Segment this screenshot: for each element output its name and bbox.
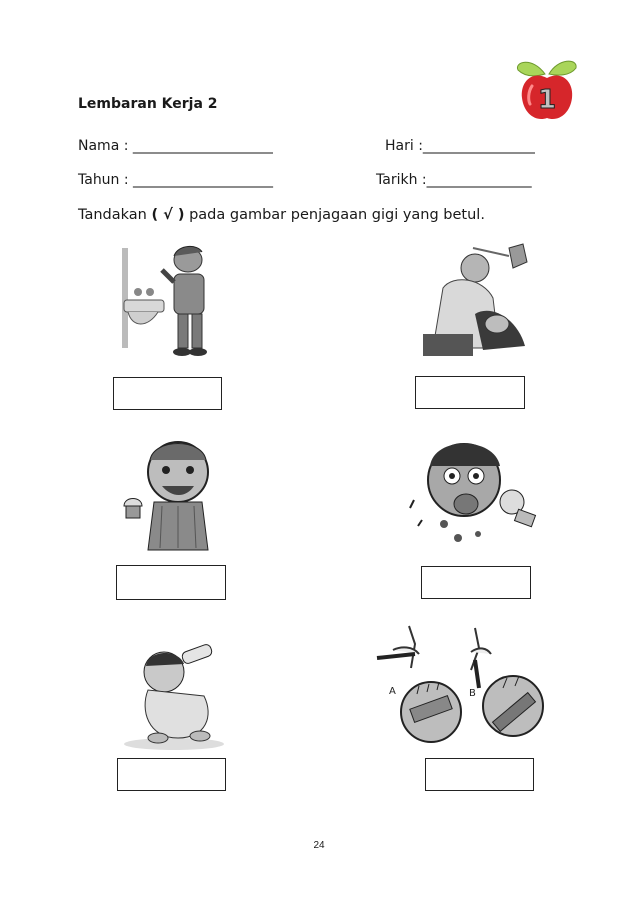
diagram-label-a: A: [389, 686, 396, 697]
instruction: [78, 207, 485, 223]
instruction-after: pada gambar penjagaan gigi yang betul.: [184, 207, 485, 223]
logo-number: 1: [537, 85, 557, 115]
brushing-diagram-picture: [375, 624, 550, 749]
answer-box-4[interactable]: [421, 566, 531, 599]
answer-box-1[interactable]: [113, 377, 222, 410]
baby-bottle-picture: [118, 626, 228, 751]
eating-candy-picture: [408, 430, 548, 555]
brushing-teeth-picture: [118, 240, 218, 365]
page-number: 24: [313, 840, 325, 851]
eating-cupcake-picture: [118, 432, 238, 557]
diagram-label-b: B: [469, 688, 476, 699]
answer-box-6[interactable]: [425, 758, 534, 791]
nama-field[interactable]: Nama : ____________________: [78, 138, 273, 154]
dentist-picture: [413, 238, 533, 363]
apple-logo: [512, 48, 582, 126]
worksheet-title: Lembaran Kerja 2: [78, 96, 218, 112]
instruction-mark: ( √ ): [151, 207, 185, 223]
hari-field[interactable]: Hari :________________: [385, 138, 535, 154]
tahun-field[interactable]: Tahun : ____________________: [78, 172, 274, 188]
tarikh-field[interactable]: Tarikh :_______________: [376, 172, 532, 188]
answer-box-5[interactable]: [117, 758, 226, 791]
answer-box-2[interactable]: [415, 376, 525, 409]
instruction-before: Tandakan: [78, 207, 152, 223]
answer-box-3[interactable]: [116, 565, 226, 600]
